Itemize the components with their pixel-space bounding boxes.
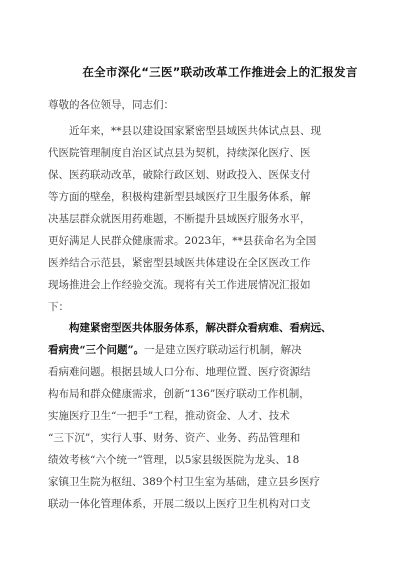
text-line: 近年来，**县以建设国家紧密型县域医共体试点县、现 <box>48 125 321 137</box>
text-line: 现场推进会上作经验交流。现将有关工作进展情况汇报如 <box>48 279 311 291</box>
text-line: 家镇卫生院为枢纽、389个村卫生室为基础，建立县乡医疗 <box>48 476 321 488</box>
text-line: 绩效考核“六个统一”管理，以5家县级医院为龙头、18 <box>48 454 300 466</box>
paragraph-1 <box>48 120 366 318</box>
paragraph-2 <box>48 317 366 515</box>
text-line: 等方面的壁垒，积极构建新型县域医疗卫生服务体系，解 <box>48 191 311 203</box>
text-line: 构布局和群众健康需求，创新“136”医疗联动工作机制， <box>48 388 310 400</box>
section-heading-line: 看病贵“三个问题”。 <box>48 344 145 356</box>
text-line: 保、医药联动改革，破除行政区划、财政投入、医保支付 <box>48 169 311 181</box>
text-span: 一是建立医疗联动运行机制，解决 <box>144 344 302 356</box>
greeting: 尊敬的各位领导，同志们： <box>48 99 174 111</box>
text-line: 医养结合示范县，紧密型县域医共体建设在全区医改工作 <box>48 257 311 269</box>
text-line: 联动一体化管理体系，开展二级以上医疗卫生机构对口支 <box>48 498 311 510</box>
text-line: 实施医疗卫生“一把手”工程，推动资金、人才、技术 <box>48 410 290 422</box>
text-line <box>48 339 366 361</box>
text-line: 代医院管理制度自治区试点县为契机，持续深化医疗、医 <box>48 147 311 159</box>
document-title: 在全市深化“三医”联动改革工作推进会上的汇报发言 <box>82 65 358 79</box>
section-heading-line: 构建紧密型医共体服务体系，解决群众看病难、看病远、 <box>48 322 332 334</box>
text-line: 看病难问题。根据县域人口分布、地理位置、医疗资源结 <box>48 366 311 378</box>
text-line: “三下沉”，实行人事、财务、资产、业务、药品管理和 <box>48 432 301 444</box>
text-line: 下： <box>48 301 69 313</box>
text-line: 更好满足人民群众健康需求。2023年，**县获命名为全国 <box>48 235 317 247</box>
text-line: 决基层群众就医用药难题，不断提升县域医疗服务水平， <box>48 213 311 225</box>
